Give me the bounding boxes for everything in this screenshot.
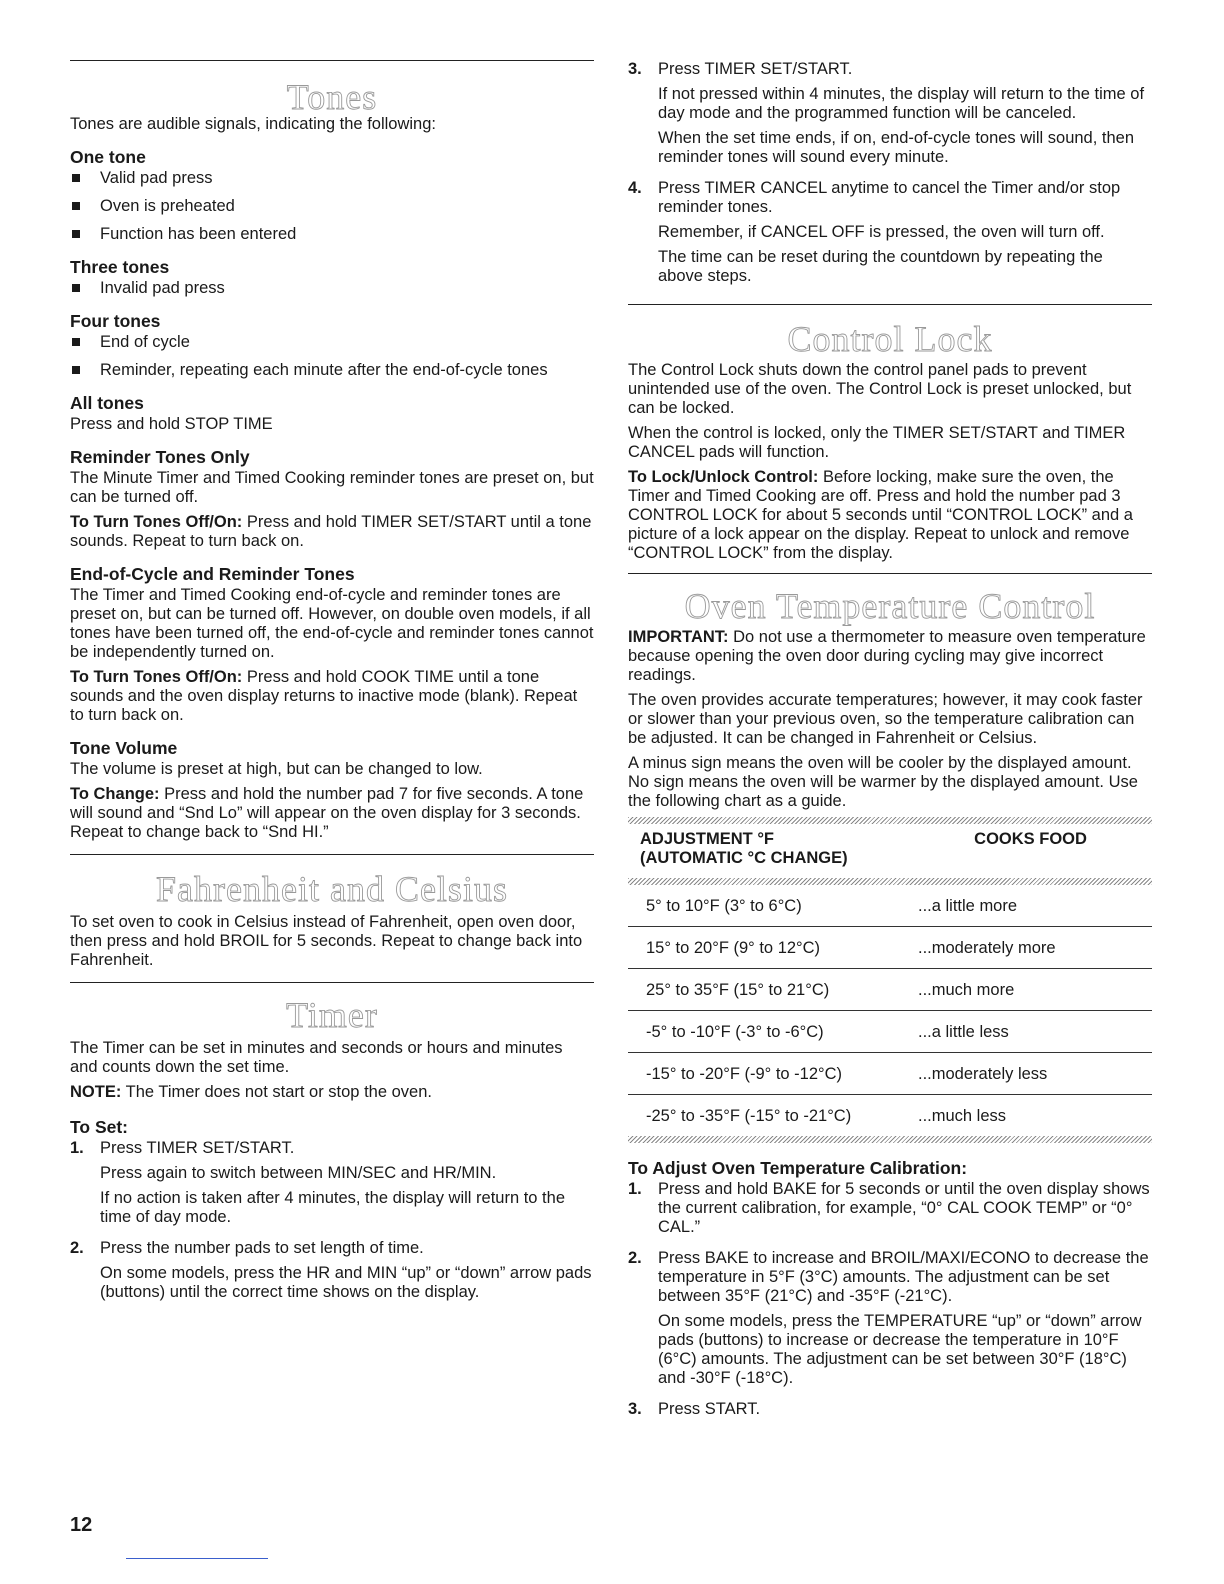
list-item: Invalid pad press <box>70 279 594 298</box>
step-text: If no action is taken after 4 minutes, the display will return to the time of day mode. <box>100 1189 565 1226</box>
list-item: End of cycle <box>70 333 594 352</box>
step-text: Press and hold BAKE for 5 seconds or until the oven display shows the current calibration, for example, “0° CAL COOK TEMP” or “0° CAL.” <box>658 1180 1150 1236</box>
list-item: Oven is preheated <box>70 197 594 216</box>
reminder-tones-instruction <box>70 513 594 551</box>
table-row <box>628 927 1152 969</box>
adjustment-cell: 25° to 35°F (15° to 21°C) <box>628 969 918 1011</box>
step-text: Press the number pads to set length of time. <box>100 1239 424 1257</box>
all-tones-heading: All tones <box>70 393 144 413</box>
note-label: NOTE: <box>70 1083 122 1101</box>
step-text: Press TIMER SET/START. <box>658 60 853 78</box>
step-body <box>658 1180 1152 1243</box>
list-item: Function has been entered <box>70 225 594 244</box>
step-text: Press START. <box>658 1400 761 1418</box>
eoc-tones-instruction <box>70 668 594 725</box>
step-number: 1. <box>628 1180 642 1198</box>
table-bottom-stripe <box>628 1136 1152 1143</box>
step-text: If not pressed within 4 minutes, the display will return to the time of day mode and the programmed function will be canceled. <box>658 85 1145 122</box>
four-tones-list <box>70 333 594 380</box>
section-rule <box>70 982 594 983</box>
cooks-food-cell: ...much more <box>918 969 1152 1011</box>
column-header-adjustment <box>628 824 962 878</box>
step-number: 4. <box>628 179 642 197</box>
adjustment-cell: -15° to -20°F (-9° to -12°C) <box>628 1053 918 1095</box>
step-number: 1. <box>70 1139 84 1157</box>
instruction-text: Press and hold COOK TIME until a tone sounds and the oven display returns to inactive mode (blank). Repeat to turn back on. <box>70 668 578 724</box>
step-number: 3. <box>628 60 642 78</box>
tone-volume-heading: Tone Volume <box>70 738 178 758</box>
note-text: The Timer does not start or stop the oven. <box>121 1083 432 1101</box>
list-item: Reminder, repeating each minute after the end-of-cycle tones <box>70 361 594 380</box>
header-line: ADJUSTMENT °F <box>640 830 775 848</box>
calibration-step-2 <box>628 1249 1152 1394</box>
important-label: IMPORTANT: <box>628 628 729 646</box>
calibration-step-3 <box>628 1400 1152 1425</box>
step-text: Press TIMER CANCEL anytime to cancel the Timer and/or stop reminder tones. <box>658 179 1121 216</box>
four-tones-heading: Four tones <box>70 311 161 331</box>
adjustment-cell: 15° to 20°F (9° to 12°C) <box>628 927 918 969</box>
tone-volume-text: The volume is preset at high, but can be changed to low. <box>70 760 483 778</box>
timer-text: The Timer can be set in minutes and seconds or hours and minutes and counts down the set time. <box>70 1039 563 1076</box>
calibration-table-body <box>628 885 1152 1136</box>
header-line: (AUTOMATIC °C CHANGE) <box>640 849 848 867</box>
adjust-calibration-heading: To Adjust Oven Temperature Calibration: <box>628 1158 968 1178</box>
step-body <box>100 1239 594 1308</box>
adjustment-cell: 5° to 10°F (3° to 6°C) <box>646 897 802 915</box>
step-number: 2. <box>70 1239 84 1257</box>
step-text: On some models, press the HR and MIN “up” or “down” arrow pads (buttons) until the correct time shows on the display. <box>100 1264 592 1301</box>
footer-line <box>126 1558 268 1559</box>
control-lock-p2: When the control is locked, only the TIMER SET/START and TIMER CANCEL pads will function. <box>628 424 1126 461</box>
important-note <box>628 628 1152 685</box>
list-item: Valid pad press <box>70 169 594 188</box>
step-body <box>658 179 1152 292</box>
reminder-tones-heading: Reminder Tones Only <box>70 447 250 467</box>
cooks-food-cell: ...a little less <box>918 1011 1152 1053</box>
one-tone-list <box>70 169 594 244</box>
right-column <box>628 60 1152 1431</box>
step-text: Press BAKE to increase and BROIL/MAXI/ECONO to decrease the temperature in 5°F (3°C) amounts. The adjustment can be set between 35°F (21°C) and -35°F (-21°C). <box>658 1249 1149 1305</box>
table-header-stripe <box>628 878 1152 885</box>
fahrenheit-title: Fahrenheit and Celsius <box>156 869 508 909</box>
table-row <box>628 1053 1152 1095</box>
eoc-tones-heading: End-of-Cycle and Reminder Tones <box>70 564 355 584</box>
control-lock-title: Control Lock <box>787 319 993 359</box>
step-number: 3. <box>628 1400 642 1418</box>
three-tones-list <box>70 279 594 298</box>
column-header-cooks-food: COOKS FOOD <box>974 830 1087 848</box>
adjustment-cell: -25° to -35°F (-15° to -21°C) <box>628 1095 918 1137</box>
calibration-step-1 <box>628 1180 1152 1243</box>
timer-note <box>70 1083 594 1102</box>
instruction-text: Press and hold TIMER SET/START until a tone sounds. Repeat to turn back on. <box>70 513 592 550</box>
step-body <box>100 1139 594 1233</box>
tone-volume-instruction <box>70 785 594 842</box>
instruction-label: To Turn Tones Off/On: <box>70 513 243 531</box>
step-body <box>658 1400 1152 1425</box>
step-text: When the set time ends, if on, end-of-cycle tones will sound, then reminder tones will sound every minute. <box>658 129 1135 166</box>
instruction-text: Before locking, make sure the oven, the Timer and Timed Cooking are off. Press and hold the number pad 3 CONTROL LOCK for about 5 seconds until “CONTROL LOCK” and a picture of a lock appear on the display. Repeat to unlock and remove “CONTROL LOCK” from the display. <box>628 468 1133 562</box>
all-tones-text: Press and hold STOP TIME <box>70 415 273 433</box>
instruction-text: Press and hold the number pad 7 for five seconds. A tone will sound and “Snd Lo” will appear on the oven display for 3 seconds. Repeat to change back to “Snd HI.” <box>70 785 584 841</box>
step-body <box>658 1249 1152 1394</box>
section-rule <box>628 304 1152 305</box>
oven-temp-p3: A minus sign means the oven will be cooler by the displayed amount. No sign means the oven will be warmer by the displayed amount. Use the following chart as a guide. <box>628 754 1138 810</box>
step-text: Press again to switch between MIN/SEC and HR/MIN. <box>100 1164 497 1182</box>
calibration-table <box>628 824 1152 878</box>
section-rule <box>628 573 1152 574</box>
page-number: 12 <box>70 1514 93 1536</box>
tones-intro: Tones are audible signals, indicating the following: <box>70 115 436 133</box>
cooks-food-cell: ...much less <box>918 1095 1152 1137</box>
one-tone-heading: One tone <box>70 147 146 167</box>
instruction-label: To Turn Tones Off/On: <box>70 668 243 686</box>
step-text: The time can be reset during the countdown by repeating the above steps. <box>658 248 1103 285</box>
tones-title: Tones <box>286 77 378 117</box>
timer-step-4 <box>628 179 1152 292</box>
table-row <box>628 1095 1152 1137</box>
section-rule <box>70 854 594 855</box>
important-text: Do not use a thermometer to measure oven temperature because opening the oven door during cycling may give incorrect readings. <box>628 628 1146 684</box>
table-header-row <box>628 824 1152 878</box>
step-text: On some models, press the TEMPERATURE “up” or “down” arrow pads (buttons) to increase or decrease the temperature in 10°F (6°C) amounts. The adjustment can be set between 30°F (18°C) and -30°F (-18°C). <box>658 1312 1142 1387</box>
instruction-label: To Change: <box>70 785 160 803</box>
control-lock-instruction <box>628 468 1152 563</box>
step-text: Press TIMER SET/START. <box>100 1139 295 1157</box>
cooks-food-cell: ...moderately more <box>918 927 1152 969</box>
section-rule <box>70 60 594 61</box>
timer-title: Timer <box>286 995 378 1035</box>
three-tones-heading: Three tones <box>70 257 170 277</box>
eoc-tones-text: The Timer and Timed Cooking end-of-cycle and reminder tones are preset on, but can be turned off. However, on double oven models, if all tones have been turned off, the end-of-cycle and reminder tones cannot be independently turned on. <box>70 586 594 661</box>
reminder-tones-text: The Minute Timer and Timed Cooking reminder tones are preset on, but can be turned off. <box>70 469 594 506</box>
fahrenheit-text: To set oven to cook in Celsius instead of Fahrenheit, open oven door, then press and hold BROIL for 5 seconds. Repeat to change back into Fahrenheit. <box>70 913 583 969</box>
table-row <box>628 1011 1152 1053</box>
timer-step-1 <box>70 1139 594 1233</box>
step-body <box>658 60 1152 173</box>
oven-temp-title: Oven Temperature Control <box>684 586 1096 626</box>
table-row <box>628 969 1152 1011</box>
table-top-stripe <box>628 817 1152 824</box>
to-set-heading: To Set: <box>70 1117 129 1137</box>
step-text: Remember, if CANCEL OFF is pressed, the oven will turn off. <box>658 223 1105 241</box>
timer-step-2 <box>70 1239 594 1308</box>
step-number: 2. <box>628 1249 642 1267</box>
cooks-food-cell: ...a little more <box>918 897 1018 915</box>
adjustment-cell: -5° to -10°F (-3° to -6°C) <box>628 1011 918 1053</box>
timer-step-3 <box>628 60 1152 173</box>
control-lock-p1: The Control Lock shuts down the control panel pads to prevent unintended use of the oven. The Control Lock is preset unlocked, but can be locked. <box>628 361 1132 417</box>
cooks-food-cell: ...moderately less <box>918 1053 1152 1095</box>
oven-temp-p2: The oven provides accurate temperatures; however, it may cook faster or slower than your previous oven, so the temperature calibration can be adjusted. It can be changed in Fahrenheit or Celsius. <box>628 691 1143 747</box>
instruction-label: To Lock/Unlock Control: <box>628 468 819 486</box>
table-row <box>628 885 1152 927</box>
left-column <box>70 60 594 1314</box>
